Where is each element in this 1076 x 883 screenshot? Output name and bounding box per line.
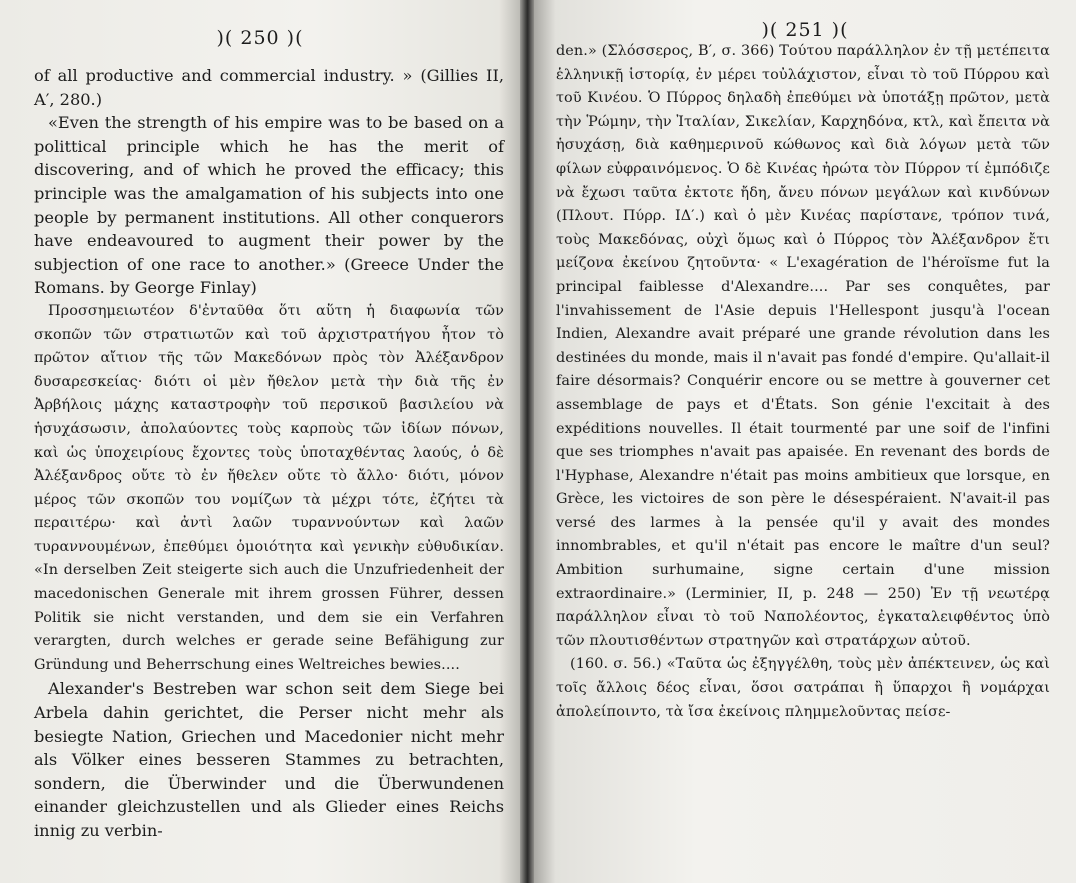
paragraph: (160. σ. 56.) «Ταῦτα ὡς ἐξηγγέλθη, τοὺς μὲν ἀπέκτεινεν, ὡς καὶ τοῖς ἄλλοις δέος εἶναι, ὅσοι σατράπαι ἢ ὕπαρχοι ἢ νομάρχαι ἀπολείποιντο, τὰ ἴσα ἐκείνοις πλημμελοῦντας πείσε- xyxy=(556,656,1050,720)
left-page xyxy=(0,0,520,883)
page-number: )( 251 )( xyxy=(761,19,849,41)
paragraph: of all productive and commercial industry. » (Gillies II, A′, 280.) xyxy=(34,66,504,109)
paragraph: Alexander's Bestreben war schon seit dem Siege bei Arbela dahin gerichtet, die Perser nicht mehr als besiegte Nation, Griechen und Macedonier nicht mehr als Völker eines besseren Stammes zu betrachten, sondern, die Überwinder und die Überwundenen einander gleichzustellen und als Glieder eines Reichs innig zu verbin- xyxy=(34,679,504,840)
page-body xyxy=(556,40,1050,724)
right-page xyxy=(534,0,1076,883)
paragraph: den.» (Σλόσσερος, Β′, σ. 366) Τούτου παράλληλον ἐν τῇ μετέπειτα ἑλληνικῇ ἱστορίᾳ, ἐν μέρει τοὐλάχιστον, εἶναι τὸ τοῦ Πύρρου καὶ τοῦ Κινέου. Ὁ Πύρρος δηλαδὴ ἐπεθύμει νὰ ὑποτάξῃ πρῶτον, μετὰ τὴν Ῥώμην, τὴν Ἰταλίαν, Σικελίαν, Καρχηδόνα, κτλ, καὶ ἔπειτα νὰ ἡσυχάσῃ, διὰ καθημερινοῦ κώθωνος καὶ διὰ λόγων μετὰ τῶν φίλων εὐφραινόμενος. Ὁ δὲ Κινέας ἠρώτα τὸν Πύρρον τί ἐμπόδιζε νὰ ἔχωσι ταῦτα ἐκτοτε ἤδη, ἄνευ πόνων μεγάλων καὶ κινδύνων (Πλουτ. Πύρρ. ΙΔ′.) καὶ ὁ μὲν Κινέας παρίστανε, τρόπον τινά, τοὺς Μακεδόνας, οὐχὶ ὅμως καὶ ὁ Πύρρος τὸν Ἀλέξανδρον ἔτι μείζονα ἐκείνου ζητοῦντα· « L'exagération de l'héroïsme fut la principal faiblesse d'Alexandre.... Par ses conquêtes, par l'invahissement de l'Asie depuis l'Hellespont jusqu'à l'ocean Indien, Alexandre avait préparé une grande révolution dans les destinées du monde, mais il n'avait pas fondé d'empire. Qu'allait-il faire désormais? Conquérir encore ou se mettre à gouverner cet assemblage de pays et d'États. Son génie l'excitait à des expéditions nouvelles. Il était tourmenté par une soif de l'infini que ses triomphes n'avait pas apaisée. En revenant des bords de l'Hyphase, Alexandre n'était pas moins ambitieux que lorsque, en Grèce, les victoires de son père le désespéraient. N'avait-il pas versé des larmes à la pensée qu'il y avait des mondes innombrables, et qu'il n'était pas encore le maître d'un seul? Ambition surhumaine, signe certain d'une mission extraordinaire.» (Lerminier, II, p. 248 — 250) Ἐν τῇ νεωτέρᾳ παράλληλον εἶναι τὸ τοῦ Ναπολέοντος, ἐγκαταλειφθέντος ὑπὸ τῶν πλουτισθέντων στρατηγῶν καὶ στρατάρχων αὐτοῦ. xyxy=(556,43,1050,649)
book-gutter xyxy=(520,0,534,883)
page-body xyxy=(34,64,504,843)
paragraph: Προσσημειωτέον δ'ἐνταῦθα ὅτι αὕτη ἡ διαφωνία τῶν σκοπῶν τῶν στρατιωτῶν καὶ τοῦ ἀρχιστρατήγου ἦτον τὸ πρῶτον αἴτιον τῆς τῶν Μακεδόνων πρὸς τὸν Ἀλέξανδρον δυσαρεσκείας· διότι οἱ μὲν ἤθελον μετὰ τὴν διὰ τῆς ἐν Ἀρβήλοις μάχης καταστροφὴν τοῦ περσικοῦ βασιλείου νὰ ἡσυχάσωσιν, ἀπολαύοντες τοὺς καρποὺς τῶν ἰδίων πόνων, καὶ ὡς ὑποχειρίους ἔχοντες τοὺς ὑποταχθέντας λαούς, ὁ δὲ Ἀλέξανδρος οὔτε τὸ ἐν ἤθελεν οὔτε τὸ ἄλλο· διότι, μόνον μέρος τῶν σκοπῶν του νομίζων τὰ μέχρι τότε, ἐζήτει τὰ περαιτέρω· καὶ ἀντὶ λαῶν τυραννούντων καὶ λαῶν τυραννουμένων, ἐπεθύμει ὁμοιότητα καὶ γενικὴν εὐθυδικίαν. «In derselben Zeit steigerte sich auch die Unzufriedenheit der macedonischen Generale mit ihrem grossen Führer, dessen Politik sie nicht verstanden, und dem sie ein Verfahren verargten, durch welches er gerade seine Befähigung zur Gründung und Beherrschung eines Weltreiches bewies.... xyxy=(34,302,504,673)
paragraph: «Even the strength of his empire was to be based on a polittical principle which he has the merit of discovering, and of which he proved the efficacy; this principle was the amalgamation of his subjects into one people by permanent institutions. All other conquerors have endeavoured to augment their power by the subjection of one race to another.» (Greece Under the Romans. by George Finlay) xyxy=(34,113,504,298)
page-number: )( 250 )( xyxy=(216,27,304,49)
